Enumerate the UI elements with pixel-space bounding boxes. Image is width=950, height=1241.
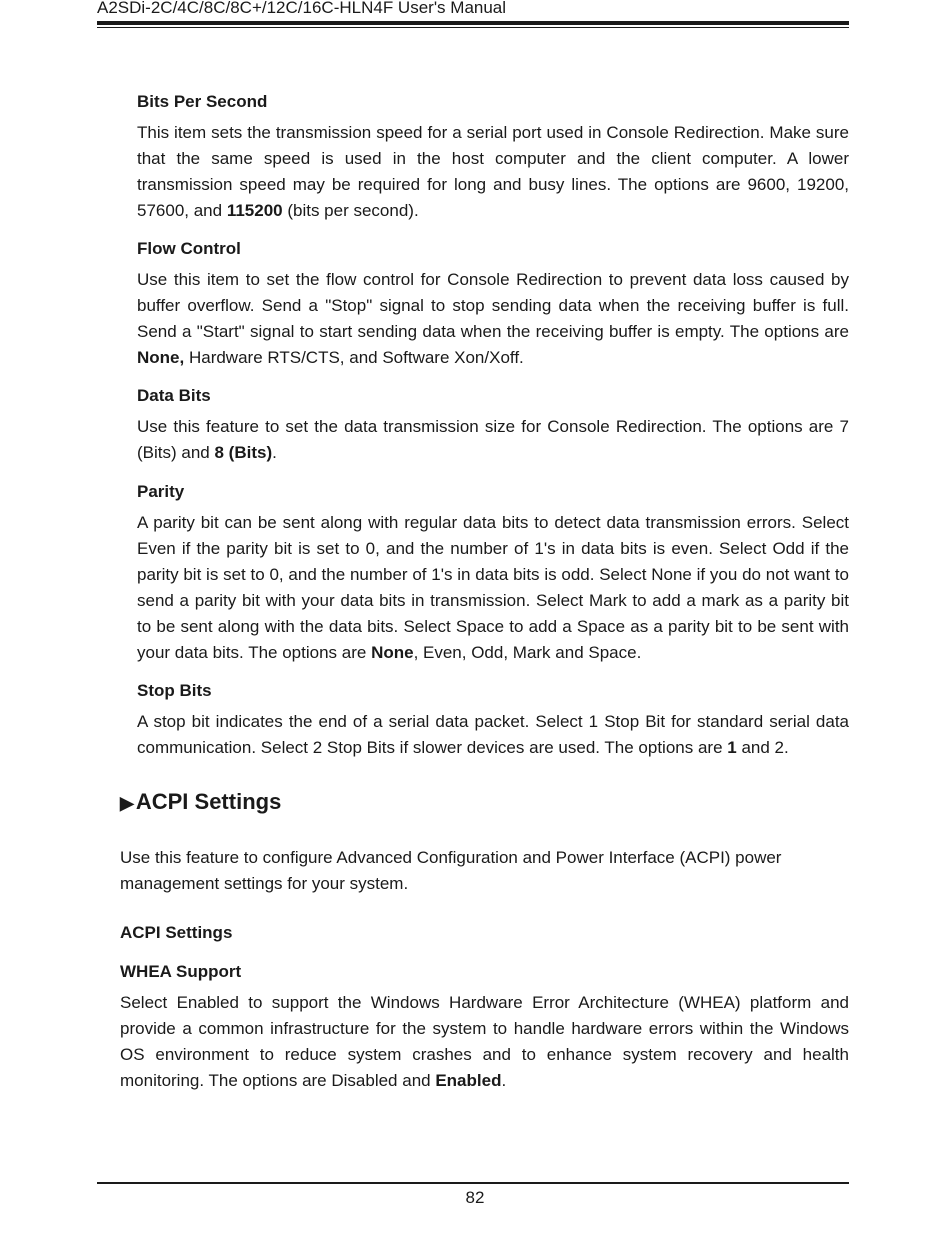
stop-bits-description: A stop bit indicates the end of a serial data packet. Select 1 Stop Bit for standard serial data communication. Select 2 Stop Bits if slower devices are used. The options are 1 and 2. (137, 712, 849, 757)
acpi-settings-subheading: ACPI Settings (120, 923, 233, 942)
stop-bits-heading: Stop Bits (137, 681, 212, 700)
parity-description: A parity bit can be sent along with regular data bits to detect data transmission errors. Select Even if the parity bit is set to 0, and the number of 1's in data bits is even. Select Odd if the parity bit is set to 0, and the number of 1's in data bits is odd. Select None if you do not want to send a parity bit with your data bits in transmission. Select Mark to add a mark as a parity bit to be sent along with the data bits. Select Space to add a Space as a parity bit to be sent with your data bits. The options are None, Even, Odd, Mark and Space. (137, 513, 849, 662)
triangle-bullet-icon: ▶ (120, 793, 134, 813)
flow-control-heading: Flow Control (137, 239, 241, 258)
whea-support-description: Select Enabled to support the Windows Hardware Error Architecture (WHEA) platform and provide a common infrastructure for the system to handle hardware errors within the Windows OS environment to reduce system crashes and to enhance system recovery and health monitoring. The options are Disabled and Enabled. (120, 993, 849, 1090)
parity-heading: Parity (137, 482, 185, 501)
header-rule (97, 21, 849, 25)
bits-per-second-heading: Bits Per Second (137, 92, 268, 111)
acpi-settings-heading: ▶ACPI Settings (120, 789, 282, 814)
bits-per-second-description: This item sets the transmission speed for a serial port used in Console Redirection. Make sure that the same speed is used in the host computer and the client computer. A lower transmission speed may be required for long and busy lines. The options are 9600, 19200, 57600, and 115200 (bits per second). (137, 123, 849, 220)
footer-rule (97, 1182, 849, 1184)
data-bits-heading: Data Bits (137, 386, 211, 405)
data-bits-description: Use this feature to set the data transmission size for Console Redirection. The options are 7 (Bits) and 8 (Bits). (137, 417, 849, 462)
flow-control-description: Use this item to set the flow control for Console Redirection to prevent data loss caused by buffer overflow. Send a "Stop" signal to stop sending data when the receiving buffer is full. Send a "Start" signal to start sending data when the receiving buffer is empty. The options are None, Hardware RTS/CTS, and Software Xon/Xoff. (137, 270, 849, 367)
header-rule-thin (97, 27, 849, 28)
whea-support-heading: WHEA Support (120, 962, 242, 981)
page-number: 82 (465, 1188, 485, 1207)
acpi-intro: Use this feature to configure Advanced Configuration and Power Interface (ACPI) power management settings for your system. (120, 848, 782, 893)
running-header-title: A2SDi-2C/4C/8C/8C+/12C/16C-HLN4F User's Manual (97, 0, 507, 17)
